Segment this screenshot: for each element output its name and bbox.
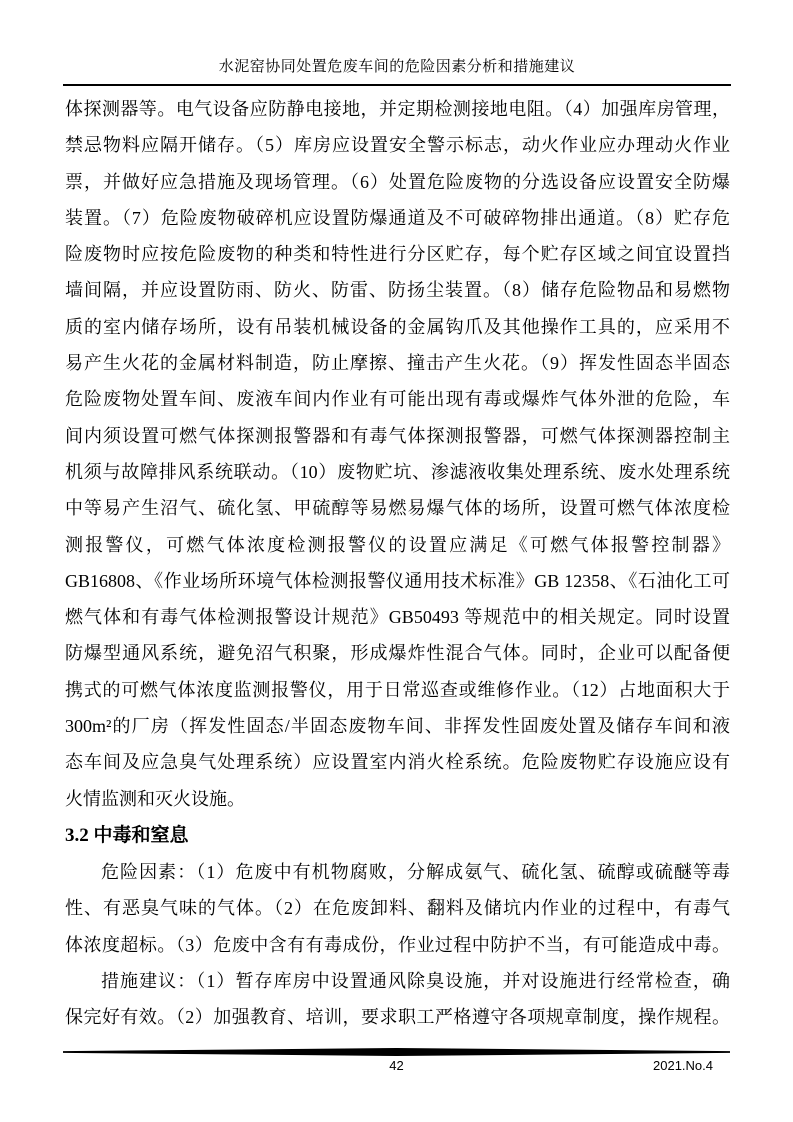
text-line: 票，并做好应急措施及现场管理。（6）处置危险废物的分选设备应设置安全防爆 [65,171,730,192]
text-line: 燃气体和有毒气体检测报警设计规范》GB50493 等规范中的相关规定。同时设置 [65,607,730,628]
text-line: 300m²的厂房（挥发性固态/半固态废物车间、非挥发性固废处置及储存车间和液 [65,716,730,737]
text-line: 测报警仪，可燃气体浓度检测报警仪的设置应满足《可燃气体报警控制器》 [65,534,730,555]
text-line: 体探测器等。电气设备应防静电接地，并定期检测接地电阻。（4）加强库房管理， [65,99,730,119]
text-line: 易产生火花的金属材料制造，防止摩擦、撞击产生火花。（9）挥发性固态半固态 [65,353,730,374]
text-line: 危险废物处置车间、废液车间内作业有可能出现有毒或爆炸气体外泄的危险，车 [65,389,730,410]
text-line: 机须与故障排风系统联动。（10）废物贮坑、渗滤液收集处理系统、废水处理系统 [65,461,730,482]
text-line: 墙间隔，并应设置防雨、防火、防雷、防扬尘装置。（8）储存危险物品和易燃物 [65,280,730,301]
page-number: 42 [389,1058,404,1073]
issue-label: 2021.No.4 [653,1058,713,1073]
text-line: 危险因素：（1）危废中有机物腐败，分解成氨气、硫化氢、硫醇或硫醚等毒 [101,861,730,882]
body-text [65,86,730,1035]
text-line: 间内须设置可燃气体探测报警器和有毒气体探测报警器，可燃气体探测器控制主 [65,425,730,446]
text-line: 中等易产生沼气、硫化氢、甲硫醇等易燃易爆气体的场所，设置可燃气体浓度检 [65,498,730,519]
running-title: 水泥窑协同处置危废车间的危险因素分析和措施建议 [218,59,576,75]
text-line: 措施建议：（1）暂存库房中设置通风除臭设施，并对设施进行经常检查，确 [101,970,730,991]
section-heading: 3.2 中毒和窒息 [65,824,189,846]
text-line: 险废物时应按危险废物的种类和特性进行分区贮存，每个贮存区域之间宜设置挡 [65,244,730,265]
text-line: 防爆型通风系统，避免沼气积聚，形成爆炸性混合气体。同时，企业可以配备便 [65,643,730,664]
text-line: 保完好有效。（2）加强教育、培训，要求职工严格遵守各项规章制度，操作规程。 [65,1007,730,1028]
page-header [63,0,731,86]
text-line: 装置。（7）危险废物破碎机应设置防爆通道及不可破碎物排出通道。（8）贮存危 [65,207,730,228]
text-line: 性、有恶臭气味的气体。（2）在危废卸料、翻料及储坑内作业的过程中，有毒气 [65,898,730,919]
footer-rule [63,1048,730,1056]
text-line: GB16808、《作业场所环境气体检测报警仪通用技术标准》GB 12358、《石油化工可 [65,570,730,591]
text-line: 态车间及应急臭气处理系统）应设置室内消火栓系统。危险废物贮存设施应设有 [65,752,730,773]
text-line: 质的室内储存场所，设有吊装机械设备的金属钩爪及其他操作工具的，应采用不 [65,316,730,337]
text-line: 体浓度超标。（3）危废中含有有毒成份，作业过程中防护不当，有可能造成中毒。 [65,934,730,955]
text-line: 携式的可燃气体浓度监测报警仪，用于日常巡查或维修作业。（12）占地面积大于 [65,679,730,700]
text-line: 禁忌物料应隔开储存。（5）库房应设置安全警示标志，动火作业应办理动火作业 [65,135,730,156]
text-line: 火情监测和灭火设施。 [65,788,245,809]
